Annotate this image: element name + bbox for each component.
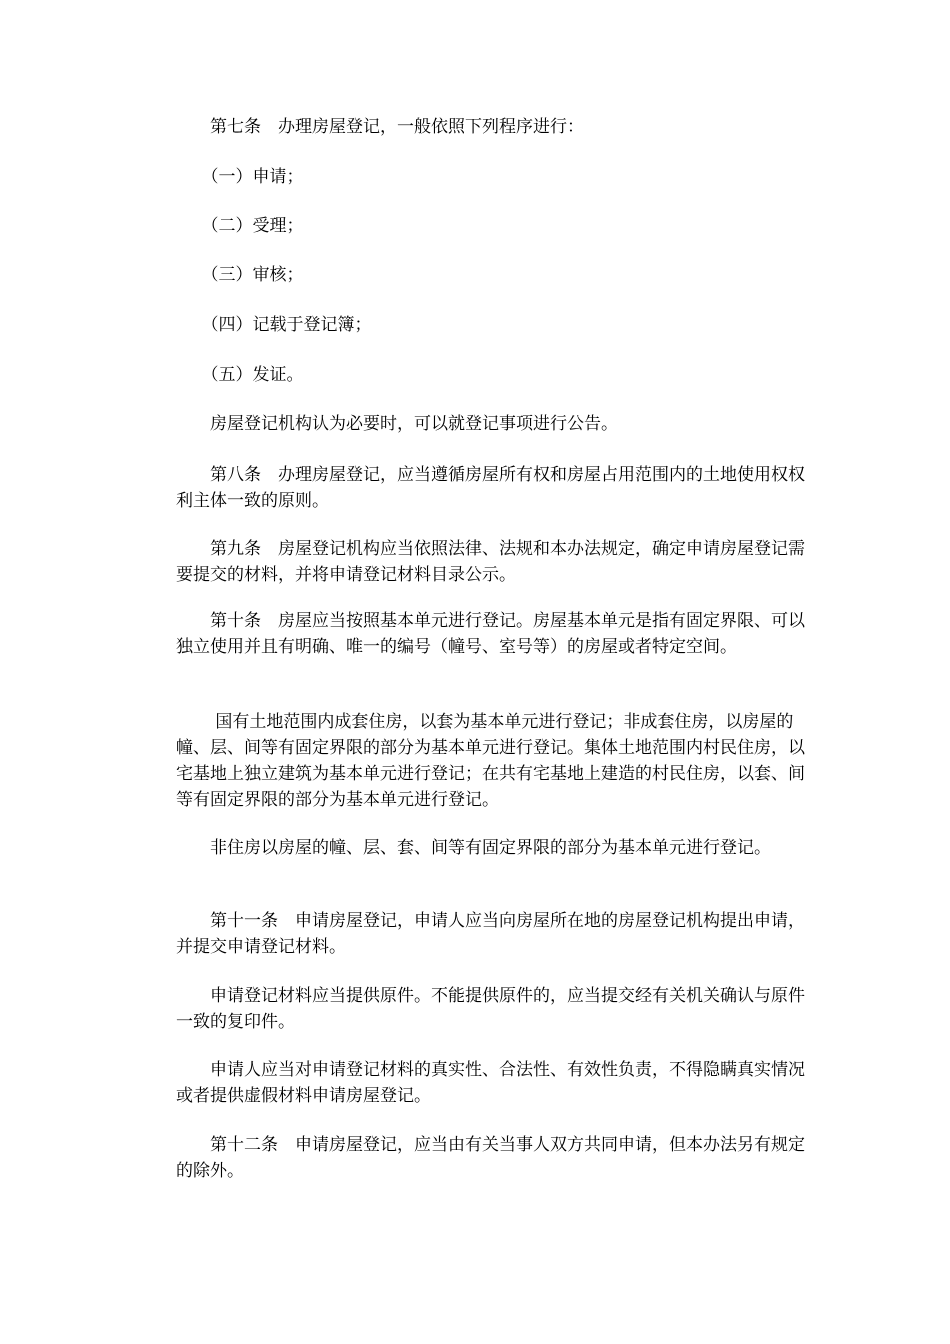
list-item-5: （五）发证。 — [176, 365, 304, 385]
list-item-3: （三）审核； — [176, 265, 304, 285]
original-documents-paragraph: 申请登记材料应当提供原件。不能提供原件的，应当提交经有关机关确认与原件一致的复印件。 — [176, 986, 805, 1032]
article-10-paragraph: 第十条 房屋应当按照基本单元进行登记。房屋基本单元是指有固定界限、可以独立使用并且有明确、唯一的编号（幢号、室号等）的房屋或者特定空间。 — [176, 611, 805, 657]
article-11-paragraph: 第十一条 申请房屋登记，申请人应当向房屋所在地的房屋登记机构提出申请，并提交申请登记材料。 — [176, 911, 805, 957]
applicant-responsibility-paragraph: 申请人应当对申请登记材料的真实性、合法性、有效性负责，不得隐瞒真实情况或者提供虚假材料申请房屋登记。 — [176, 1060, 805, 1106]
announcement-paragraph: 房屋登记机构认为必要时，可以就登记事项进行公告。 — [176, 414, 618, 434]
article-12-paragraph: 第十二条 申请房屋登记，应当由有关当事人双方共同申请，但本办法另有规定的除外。 — [176, 1135, 805, 1181]
list-item-2: （二）受理； — [176, 216, 304, 236]
non-residential-paragraph: 非住房以房屋的幢、层、套、间等有固定界限的部分为基本单元进行登记。 — [176, 838, 771, 858]
list-item-4: （四）记载于登记簿； — [176, 315, 372, 335]
article-9-paragraph: 第九条 房屋登记机构应当依照法律、法规和本办法规定，确定申请房屋登记需要提交的材料，并将申请登记材料目录公示。 — [176, 539, 805, 585]
housing-unit-paragraph: 国有土地范围内成套住房，以套为基本单元进行登记；非成套住房，以房屋的幢、层、间等有固定界限的部分为基本单元进行登记。集体土地范围内村民住房，以 宅基地上独立建筑为基本单元进行登记；在共有宅基地上建造的村民住房，以套、间等有固定界限的部分为基本单元进行登记。 — [176, 712, 805, 810]
article-7-paragraph: 第七条 办理房屋登记，一般依照下列程序进行： — [176, 117, 584, 137]
list-item-1: （一）申请； — [176, 167, 304, 187]
article-8-paragraph: 第八条 办理房屋登记，应当遵循房屋所有权和房屋占用范围内的土地使用权权利主体一致的原则。 — [176, 465, 805, 511]
